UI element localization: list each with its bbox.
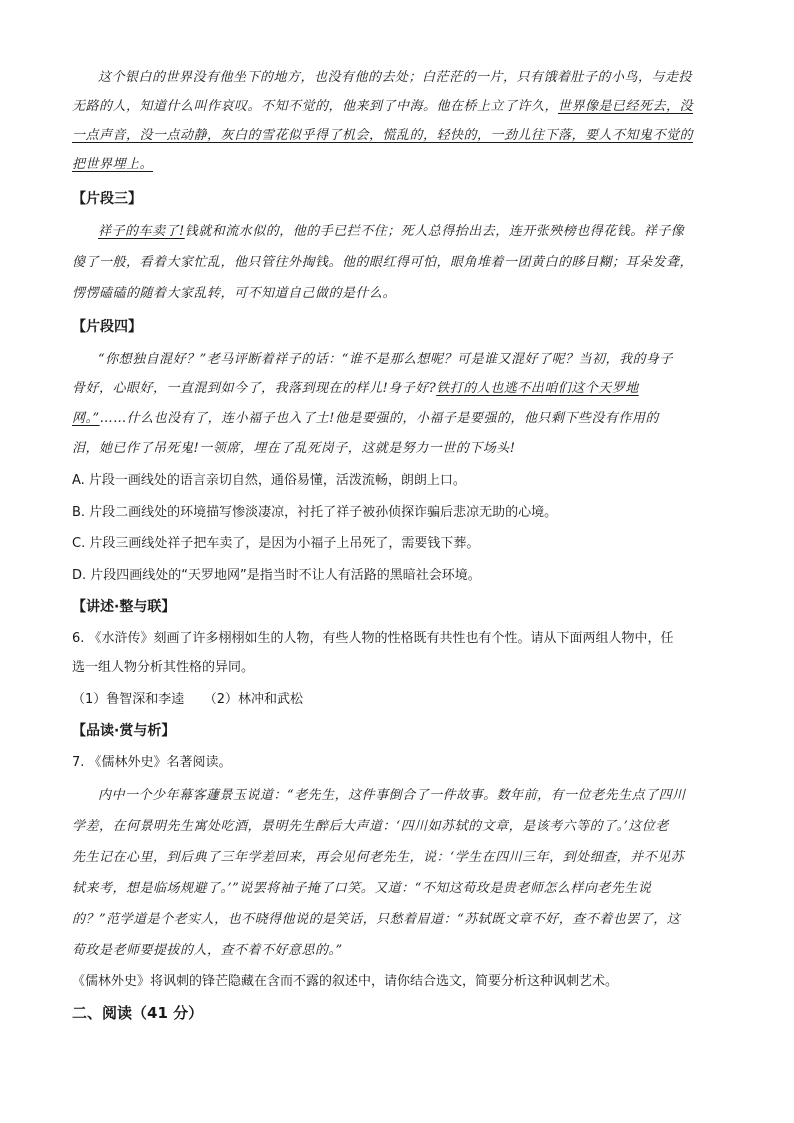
underlined-text: 铁打的人也逃不出咱们这个天罗地 <box>436 381 639 396</box>
underlined-text: 祥子的车卖了! <box>98 224 185 239</box>
option-c: C. 片段三画线处祥子把车卖了，是因为小福子上吊死了，需要钱下葬。 <box>72 536 480 551</box>
question-6-options: （1）鲁智深和李逵 （2）林冲和武松 <box>72 692 304 707</box>
option-b: B. 片段二画线处的环境描写惨淡凄凉，衬托了祥子被孙侦探诈骗后悲凉无助的心境。 <box>72 505 558 520</box>
text: 愣愣磕磕的随着大家乱转，可不知道自己做的是什么。 <box>72 286 397 301</box>
passage-line <box>72 126 722 146</box>
passage-line <box>72 409 722 429</box>
text: 骨好，心眼好，一直混到如今了，我落到现在的样儿!身子好? <box>72 381 437 396</box>
underlined-text: 把世界埋上。 <box>72 157 154 172</box>
passage-line <box>98 68 748 88</box>
passage-line <box>72 379 722 399</box>
question-7-prompt: 《儒林外史》将讽刺的锋芒隐藏在含而不露的叙述中，请你结合选文，简要分析这种讽刺艺术。 <box>72 974 619 989</box>
text: 无路的人，知道什么叫作哀叹。不知不觉的，他来到了中海。他在桥上立了许久， <box>72 99 559 114</box>
excerpt-line: 荀玫是老师要提拔的人，查不着不好意思的。” <box>72 943 343 958</box>
option-d: D. 片段四画线处的“天罗地网”是指当时不让人有活路的黑暗社会环境。 <box>72 568 481 583</box>
option-a: A. 片段一画线处的语言亲切自然，通俗易懂，活泼流畅，朗朗上口。 <box>72 473 466 488</box>
question-7-title: 7. 《儒林外史》名著阅读。 <box>72 755 232 770</box>
passage-line <box>72 155 722 175</box>
fragment-heading: 【片段四】 <box>72 319 142 335</box>
text: 钱就和流水似的，他的手已拦不住；死人总得抬出去，连开张殃榜也得花钱。祥子像 <box>184 224 685 239</box>
section-title: 二、阅读（41 分） <box>72 1004 204 1022</box>
excerpt-line: 的？”范学道是个老实人，也不晓得他说的是笑话，只愁着眉道：“苏轼既文章不好，查不着也罢了，这 <box>72 912 681 927</box>
passage-line <box>98 350 748 370</box>
passage-line <box>72 97 722 117</box>
underlined-text: 一点声音，没一点动静，灰白的雪花似乎得了机会，慌乱的，轻快的，一劲儿往下落，要人不知鬼不觉的 <box>72 128 694 143</box>
text: ……什么也没有了，连小福子也入了土!他是要强的，小福子是要强的，他只剩下些没有作用的 <box>99 411 659 426</box>
fragment-heading: 【片段三】 <box>72 191 142 207</box>
passage-line <box>72 439 722 459</box>
underlined-text: 世界像是已经死去，没 <box>558 99 694 114</box>
text: “你想独自混好？”老马评断着祥子的话：“谁不是那么想呢？可是谁又混好了呢？当初，我的身子 <box>98 352 673 367</box>
excerpt-line: 轼来考，想是临场规避了。’”说罢将袖子掩了口笑。又道：“不知这荀玫是贵老师怎么样向老先生说 <box>72 881 652 896</box>
passage-line <box>98 222 748 242</box>
text: 傻了一般，看着大家忙乱，他只管往外掏钱。他的眼红得可怕，眼角堆着一团黄白的眵目糊；耳朵发聋， <box>72 255 694 270</box>
passage-line <box>72 253 722 273</box>
section-heading: 【品读·赏与析】 <box>72 723 176 739</box>
section-heading: 【讲述·整与联】 <box>72 599 176 615</box>
question-6-line: 选一组人物分析其性格的异同。 <box>72 660 255 675</box>
excerpt-line: 学差，在何景明先生寓处吃酒，景明先生醉后大声道：‘四川如苏轼的文章，是该考六等的了。’这位老 <box>72 819 669 834</box>
underlined-text: 网。” <box>72 411 100 426</box>
passage-line <box>72 284 722 304</box>
excerpt-line: 先生记在心里，到后典了三年学差回来，再会见何老先生，说：‘学生在四川三年，到处细查，并不见苏 <box>72 850 685 865</box>
text: 泪，她已作了吊死鬼!一领席，埋在了乱死岗子，这就是努力一世的下场头! <box>72 441 516 456</box>
text: 这个银白的世界没有他坐下的地方，也没有他的去处；白茫茫的一片，只有饿着肚子的小鸟，与走投 <box>98 70 693 85</box>
excerpt-line: 内中一个少年幕客蘧景玉说道：“老先生，这件事倒合了一件故事。数年前，有一位老先生点了四川 <box>98 788 686 803</box>
question-6-line: 6. 《水浒传》刻画了许多栩栩如生的人物，有些人物的性格既有共性也有个性。请从下面两组人物中，任 <box>72 631 674 646</box>
